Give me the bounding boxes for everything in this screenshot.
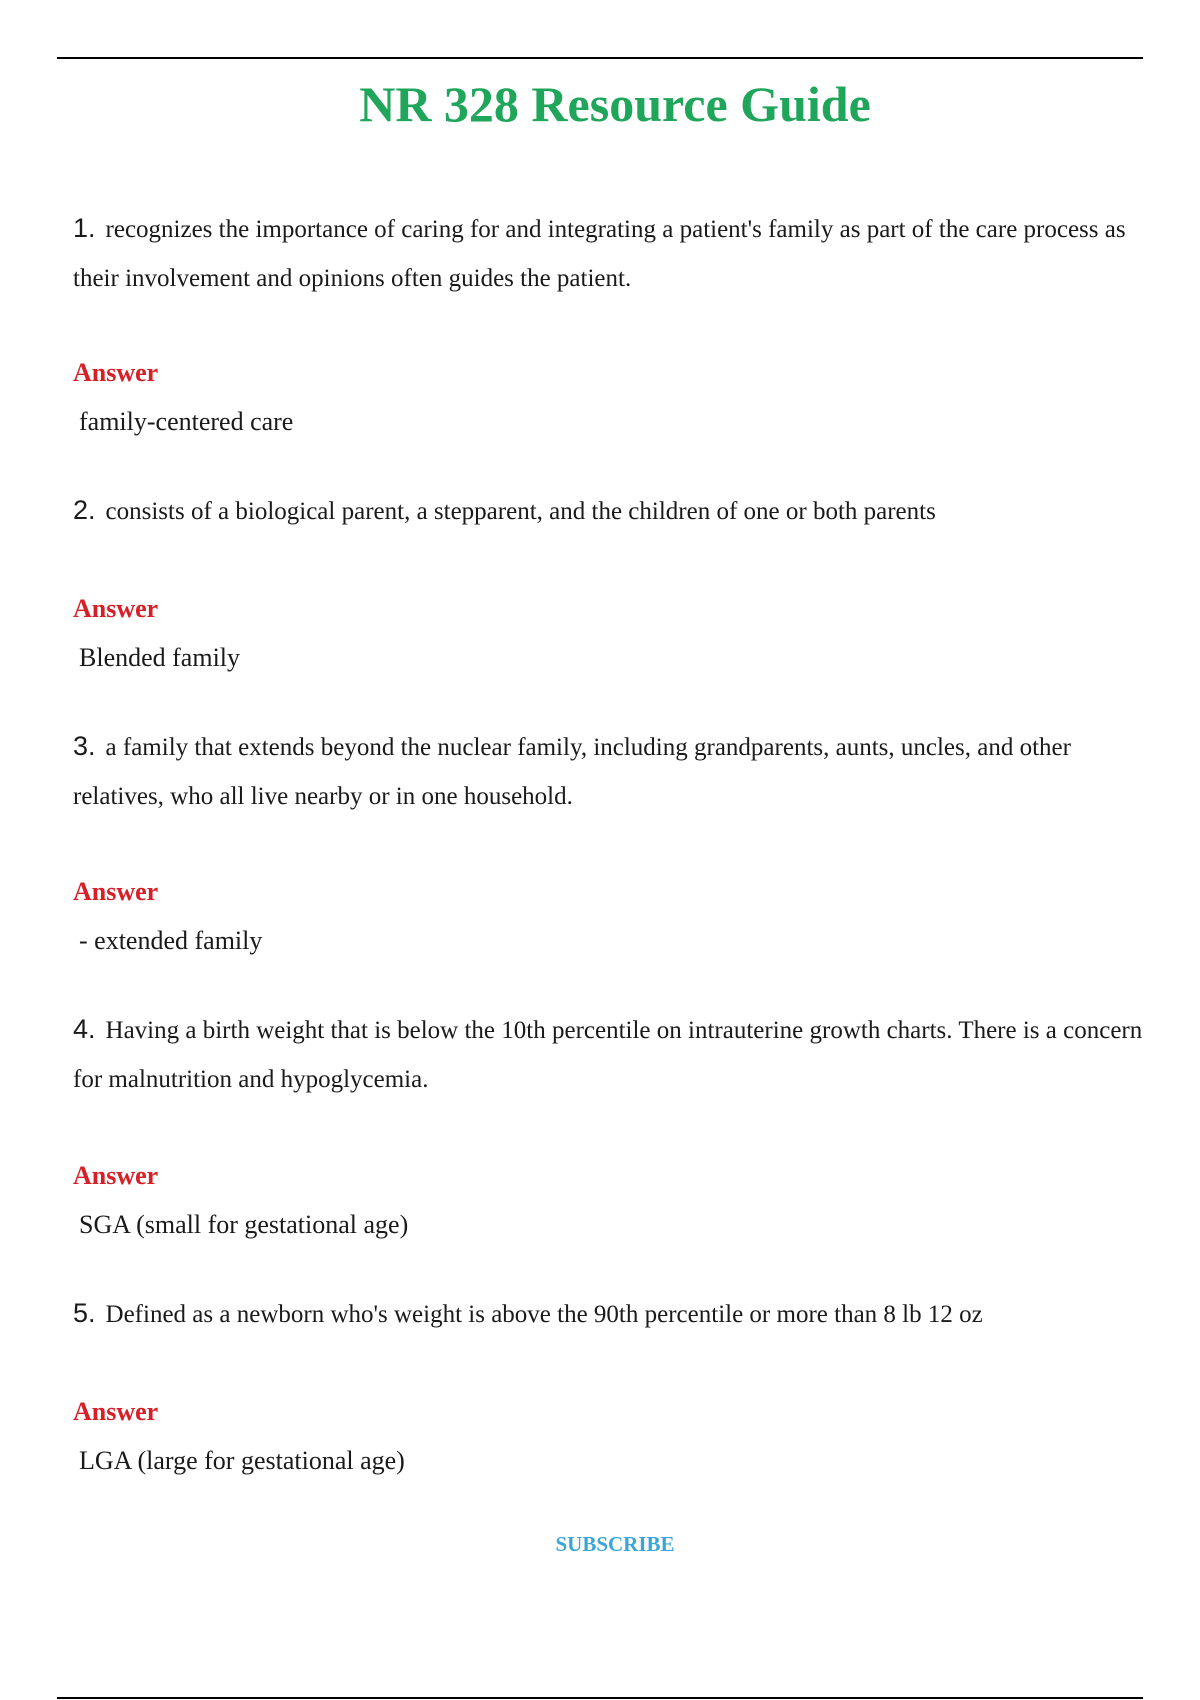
answer-label-5: Answer — [73, 1397, 159, 1426]
bottom-rule — [57, 1697, 1143, 1699]
answer-label-2: Answer — [73, 594, 159, 623]
question-text: Defined as a newborn who's weight is above the 90th percentile or more than 8 lb 12 oz — [105, 1301, 983, 1328]
question-number: 3. — [73, 731, 96, 761]
answer-label-1: Answer — [73, 358, 159, 387]
question-text: consists of a biological parent, a stepparent, and the children of one or both parents — [105, 498, 936, 525]
answer-text-4: SGA (small for gestational age) — [79, 1210, 409, 1239]
top-rule — [57, 57, 1143, 59]
document-title: NR 328 Resource Guide — [359, 76, 871, 132]
question-1 — [73, 204, 1153, 303]
question-5 — [73, 1289, 1153, 1339]
answer-label-4: Answer — [73, 1161, 159, 1190]
question-text: recognizes the importance of caring for and integrating a patient's family as part of the care process as their involvement and opinions often guides the patient. — [73, 216, 1126, 292]
question-text: a family that extends beyond the nuclear family, including grandparents, aunts, uncles, and other relatives, who all live nearby or in one household. — [73, 734, 1071, 810]
question-4 — [73, 1005, 1153, 1104]
answer-text-5: LGA (large for gestational age) — [79, 1446, 405, 1475]
subscribe-link[interactable]: SUBSCRIBE — [555, 1532, 675, 1556]
question-3 — [73, 722, 1153, 821]
question-number: 4. — [73, 1014, 96, 1044]
answer-text-3: - extended family — [79, 926, 263, 955]
answer-label-3: Answer — [73, 877, 159, 906]
answer-text-2: Blended family — [79, 643, 241, 672]
question-text: Having a birth weight that is below the 10th percentile on intrauterine growth charts. There is a concern for malnutrition and hypoglycemia. — [73, 1017, 1143, 1093]
question-number: 2. — [73, 495, 96, 525]
answer-text-1: family-centered care — [79, 407, 294, 436]
question-number: 1. — [73, 213, 96, 243]
question-2 — [73, 486, 1153, 536]
question-number: 5. — [73, 1298, 96, 1328]
